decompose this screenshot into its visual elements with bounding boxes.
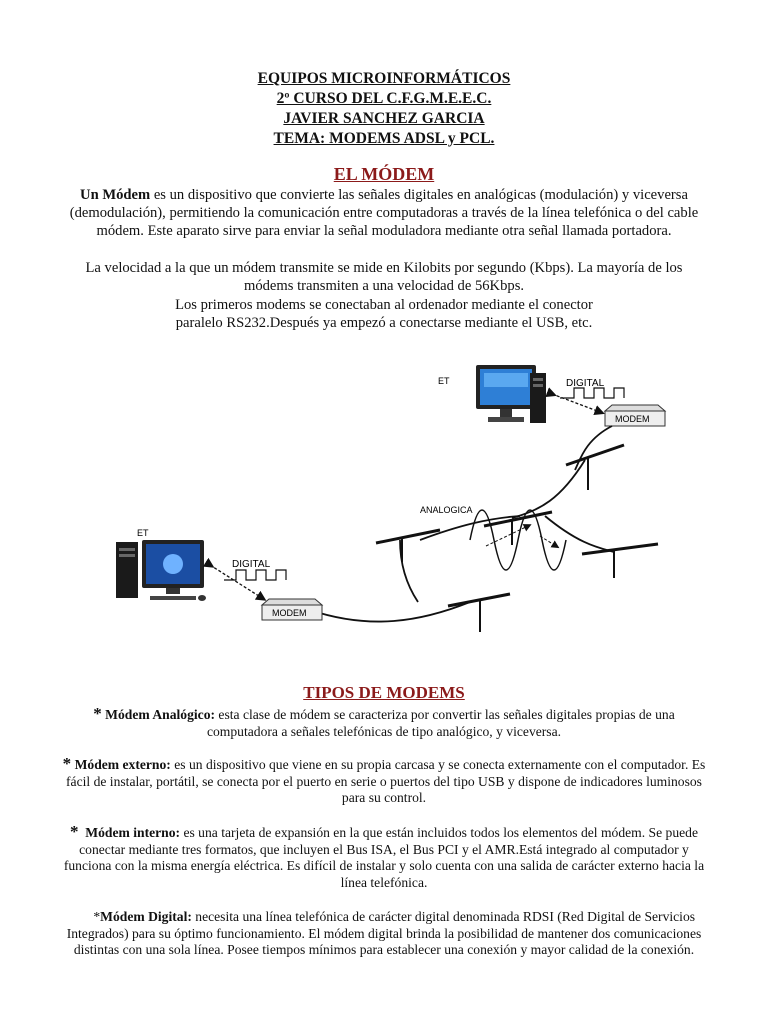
- section-title-tipos: TIPOS DE MODEMS: [303, 683, 465, 702]
- modem-top-label: MODEM: [615, 414, 650, 424]
- paragraph-speed: La velocidad a la que un módem transmite se mide en Kilobits por segundo (Kbps). La mayoría de los módems transmiten a una velocidad de 56Kbps.: [85, 260, 683, 295]
- item-bold: Módem Digital:: [100, 909, 192, 924]
- computer-left-icon: [116, 540, 206, 601]
- digital-signal-top-icon: [560, 388, 624, 398]
- paragraph-modem-intro: [60, 186, 708, 241]
- list-item-modem-analogico: [60, 706, 708, 740]
- telephone-pole-bottom-icon: [448, 594, 510, 632]
- computer-top-icon: [476, 365, 546, 423]
- item-text: necesita una línea telefónica de carácter digital denominada RDSI (Red Digital de Servicios Integrados) para su óptimo funcionamiento. El módem digital brinda la posibilidad de mantener dos comunicaciones distintas con una sola línea. Posee tiempos mínimos para establecer una conexión y mayor calidad de la conexión.: [66, 909, 702, 957]
- telephone-pole-top-icon: [566, 445, 624, 490]
- bullet-star: *: [62, 754, 72, 773]
- digital-signal-left-icon: [224, 570, 286, 580]
- telephone-pole-right-icon: [582, 544, 658, 578]
- item-text: esta clase de módem se caracteriza por convertir las señales digitales propias de una computadora a señales telefónicas de tipo analógico, y viceversa.: [206, 707, 675, 739]
- paragraph-connector-2: paralelo RS232.Después ya empezó a conectarse mediante el USB, etc.: [175, 315, 593, 331]
- bullet-star: *: [70, 822, 79, 841]
- item-text: es un dispositivo que viene en su propia carcasa y se conecta externamente con el computador. Es fácil de instalar, portátil, se conecta por el puerto en serie o puertos del tipo USB y dispone de indicadores luminosos para su control.: [66, 757, 706, 805]
- lead-text: es un dispositivo que convierte las señales digitales en analógicas (modulación) y viceversa (demodulación), permitiendo la comunicación entre computadoras a través de la línea telefónica o del cable módem. Este aparato sirve para enviar la señal moduladora mediante otra señal llamada portadora.: [69, 187, 699, 240]
- section-title-el-modem: EL MÓDEM: [333, 164, 435, 184]
- header-line-4: TEMA: MODEMS ADSL y PCL.: [273, 130, 495, 147]
- item-bold: Módem externo:: [74, 757, 171, 772]
- item-text: es una tarjeta de expansión en la que están incluidos todos los elementos del módem. Se puede conectar mediante tres formatos, que incluyen el Bus ISA, el Bus PCI y el AMR.Está integrado al computador y funciona con la misma energía eléctrica. Es difícil de instalar y solo cuenta con una salida de carácter externo hacia la línea telefónica.: [63, 825, 705, 890]
- digital-left-label: DIGITAL: [232, 559, 271, 570]
- item-bold: Módem interno:: [85, 825, 181, 840]
- et-top-label: ET: [438, 376, 450, 386]
- paragraph-connector-1: Los primeros modems se conectaban al ordenador mediante el conector: [175, 297, 593, 313]
- telephone-pole-left-icon: [376, 530, 440, 562]
- list-item-modem-interno: [60, 824, 708, 891]
- digital-top-label: DIGITAL: [566, 378, 605, 389]
- bullet-star: *: [93, 909, 101, 924]
- item-bold: Módem Analógico:: [105, 707, 216, 722]
- header-line-3: JAVIER SANCHEZ GARCIA: [283, 110, 485, 127]
- lead-bold: Un Módem: [80, 187, 151, 203]
- modem-left-label: MODEM: [272, 608, 307, 618]
- bullet-star: *: [93, 704, 102, 723]
- analogica-label: ANALOGICA: [420, 505, 473, 515]
- modem-network-diagram: [0, 340, 768, 680]
- list-item-modem-digital: [60, 909, 708, 959]
- list-item-modem-externo: [60, 756, 708, 807]
- header-line-1: EQUIPOS MICROINFORMÁTICOS: [257, 70, 511, 87]
- header-line-2: 2º CURSO DEL C.F.G.M.E.E.C.: [276, 90, 492, 107]
- et-left-label: ET: [137, 528, 149, 538]
